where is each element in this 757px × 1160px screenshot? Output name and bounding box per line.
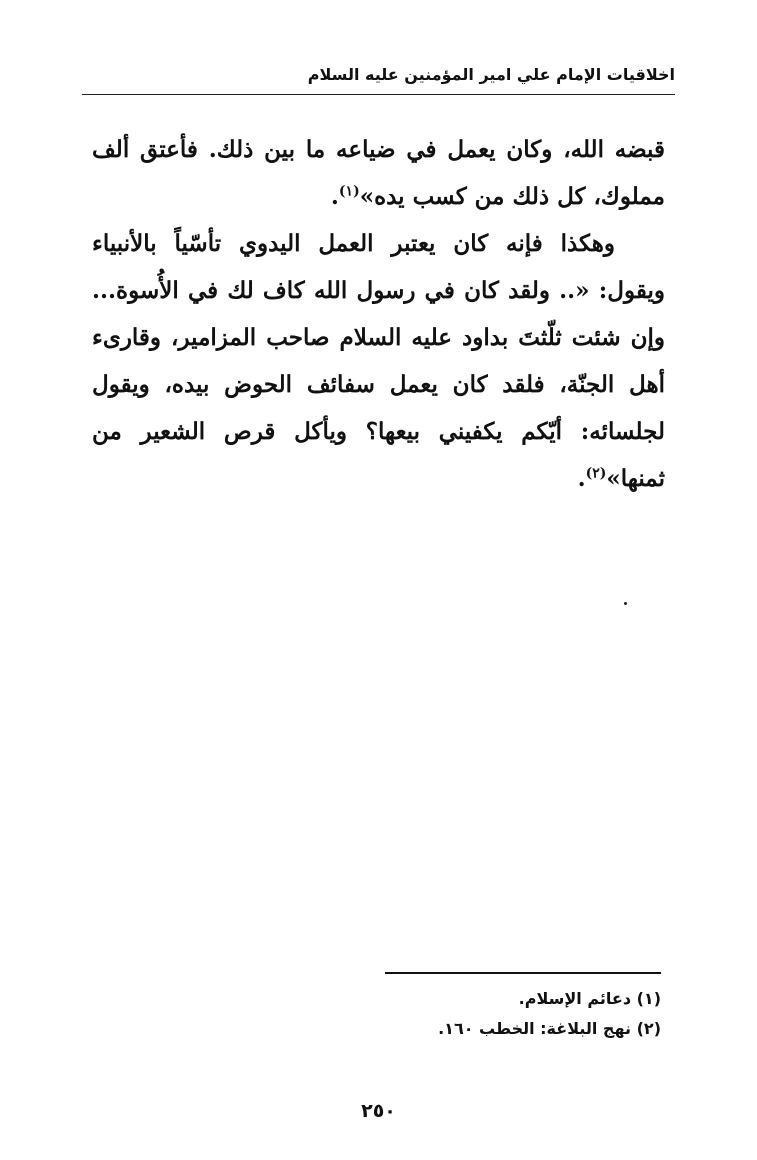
paragraph-2	[92, 220, 665, 502]
paragraph-2-tail: .	[577, 465, 586, 492]
footnote-divider	[385, 972, 661, 974]
page-body	[92, 126, 665, 502]
paragraph-1	[92, 126, 665, 220]
paragraph-1-text: قبضه الله، وكان يعمل في ضياعه ما بين ذلك. فأعتق ألف مملوك، كل ذلك من كسب يده»	[92, 136, 665, 210]
paragraph-2-text: وهكذا فإنه كان يعتبر العمل اليدوي تأسّياً بالأنبياء ويقول: «.. ولقد كان في رسول الله كاف لك في الأُسوة... وإن شئت ثلّثتَ بداود عليه السلام صاحب المزامير، وقارىء أهل الجنّة، فلقد كان يعمل سفائف الحوض بيده، ويقول لجلسائه: أيّكم يكفيني بيعها؟ ويأكل قرص الشعير من ثمنها»	[92, 230, 665, 492]
footnote-ref-1: (١)	[338, 183, 360, 200]
footnotes	[96, 984, 661, 1044]
running-header	[82, 58, 675, 92]
footnote-1: (١) دعائم الإسلام.	[518, 989, 661, 1008]
footnote-ref-2: (٢)	[585, 465, 607, 482]
running-title: اخلاقيات الإمام علي امير المؤمنين عليه السلام	[307, 65, 675, 84]
paragraph-1-tail: .	[330, 183, 339, 210]
print-speck	[624, 602, 627, 605]
page-number: ٢٥٠	[361, 1100, 396, 1122]
footnote-2: (٢) نهج البلاغة: الخطب ١٦٠.	[438, 1019, 661, 1038]
header-divider	[82, 94, 675, 95]
